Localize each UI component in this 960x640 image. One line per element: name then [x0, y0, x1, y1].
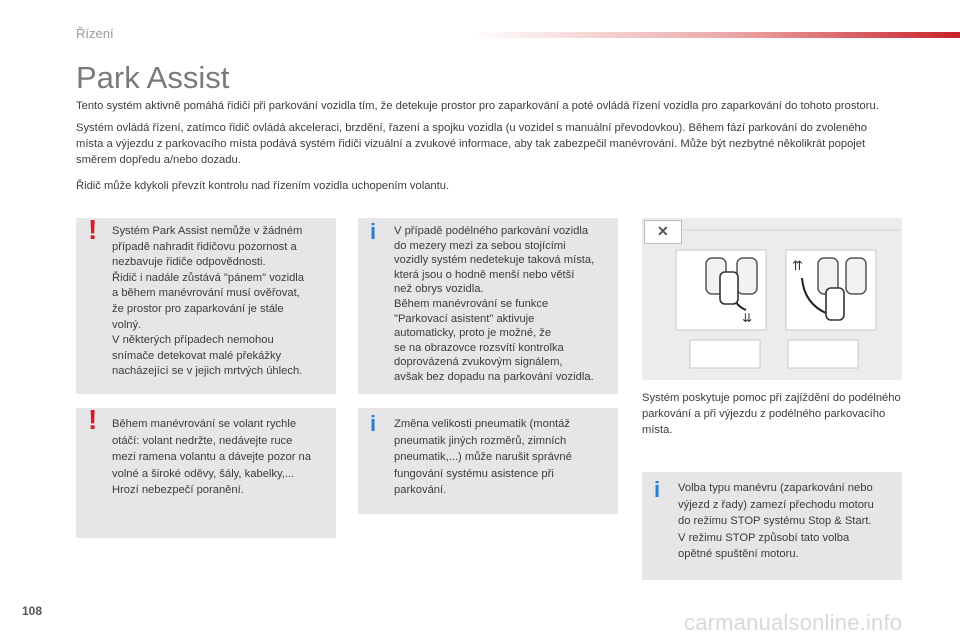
text-line: Změna velikosti pneumatik (montáž [394, 418, 570, 430]
header-accent-bar [470, 32, 960, 38]
info-text-2 [394, 416, 616, 499]
text-line: nacházející se v jejich mrtvých úhlech. [112, 365, 303, 378]
warning-text-1 [112, 224, 332, 380]
moving-car [826, 288, 844, 320]
moving-car [720, 272, 738, 304]
info-icon: i [370, 411, 377, 436]
arrow-up-icon: ⇈ [792, 259, 803, 274]
info-box-3 [642, 472, 902, 580]
intro-paragraph-3: Řidič může kdykoli převzít kontrolu nad řízením vozidla uchopením volantu. [76, 180, 450, 192]
info-text-1 [394, 224, 616, 385]
close-icon: ✕ [657, 223, 669, 239]
option-placeholder-1 [690, 340, 760, 368]
text-line: Systém Park Assist nemůže v žádném [112, 225, 303, 237]
watermark: carmanualsonline.info [684, 610, 903, 635]
park-assist-diagram [642, 218, 902, 380]
text-line: Řidič i nadále zůstává "pánem" vozidla [112, 271, 305, 284]
page-title: Park Assist [76, 60, 230, 95]
info-box-2 [358, 408, 618, 514]
text-line: vozidly systém nedetekuje taková místa, [394, 254, 595, 267]
text-line: fungování systému asistence při [394, 467, 554, 480]
text-line: nezbavuje řidiče odpovědnosti. [112, 256, 266, 269]
text-line: do režimu STOP systému Stop & Start. [678, 515, 872, 527]
page-number: 108 [22, 604, 43, 618]
warning-icon: ! [88, 404, 98, 435]
text-line: do mezery mezi za sebou stojícími [394, 239, 566, 252]
intro-paragraph-1: Tento systém aktivně pomáhá řidiči při parkování vozidla tím, že detekuje prostor pro zaparkování a poté ovládá řízení vozidla pro zaparkování do tohoto prostoru. [76, 100, 879, 112]
text-line: se na obrazovce rozsvítí kontrolka [394, 341, 564, 354]
text-line: a během manévrování musí ověřovat, [112, 287, 300, 300]
text-line: že prostor pro zaparkování je stále [112, 302, 284, 315]
warning-box-2 [76, 404, 336, 538]
text-line: parkování. [394, 484, 447, 496]
text-line: "Parkovací asistent" aktivuje [394, 312, 535, 325]
text-line: volné a široké oděvy, šály, kabelky,... [112, 467, 295, 480]
right-description: Systém poskytuje pomoc při zajíždění do podélného parkování a při výjezdu z podélného parkovacího místa. [642, 392, 901, 436]
text-line: případě nahradit řidičovu pozornost a [112, 240, 297, 253]
text-line: pneumatik,...) může narušit správné [394, 451, 572, 463]
info-text-3 [678, 480, 900, 563]
warning-icon: ! [88, 214, 98, 245]
text-line: otáčí: volant nedržte, nedávejte ruce [112, 434, 293, 447]
text-line: která jsou o hodně menší nebo větší [394, 268, 575, 281]
text-line: Volba typu manévru (zaparkování nebo [678, 482, 873, 494]
text-line: snímače detekovat malé překážky [112, 349, 282, 362]
text-line: výjezd z řady) zamezí přechodu motoru [678, 498, 874, 511]
text-line: pneumatik jiných rozměrů, zimních [394, 434, 567, 447]
warning-box-1 [76, 214, 336, 394]
info-icon: i [370, 219, 377, 244]
intro-paragraph-2: Systém ovládá řízení, zatímco řidič ovládá akceleraci, brzdění, řazení a spojku vozidla (u vozidel s manuální převodovkou). Během fází parkování do zvoleného místa a výjezdu z parkovacího místa podává systém řidiči vizuální a zvukové informace, aby tak zabezpečil manévrování. Může být nezbytné několikrát popojet směrem dopředu a/nebo dozadu. [76, 122, 867, 166]
text-line: Během manévrování se volant rychle [112, 418, 297, 430]
text-line: Během manévrování se funkce [394, 297, 549, 310]
text-line: než obrys vozidla. [394, 283, 484, 296]
info-icon: i [654, 477, 661, 502]
text-line: V některých případech nemohou [112, 334, 274, 347]
text-line: opětné spuštění motoru. [678, 548, 799, 560]
diagram-graphics [642, 218, 902, 380]
text-line: automaticky, proto je možné, že [394, 327, 552, 340]
intro-text [76, 98, 886, 200]
text-line: mezi ramena volantu a dávejte pozor na [112, 451, 312, 463]
parked-car [846, 258, 866, 294]
arrow-down-icon: ⇊ [742, 311, 753, 325]
text-line: V režimu STOP způsobí tato volba [678, 531, 850, 544]
info-box-1 [358, 218, 618, 394]
section-label: Řízení [76, 26, 114, 41]
parked-car [737, 258, 757, 294]
text-line: volný. [112, 318, 142, 331]
text-line: doprovázená zvukovým signálem, [394, 356, 563, 369]
option-placeholder-2 [788, 340, 858, 368]
text-line: V případě podélného parkování vozidla [394, 225, 589, 237]
text-line: avšak bez dopadu na parkování vozidla. [394, 370, 594, 383]
text-line: Hrozí nebezpečí poranění. [112, 484, 244, 496]
warning-text-2 [112, 416, 334, 499]
